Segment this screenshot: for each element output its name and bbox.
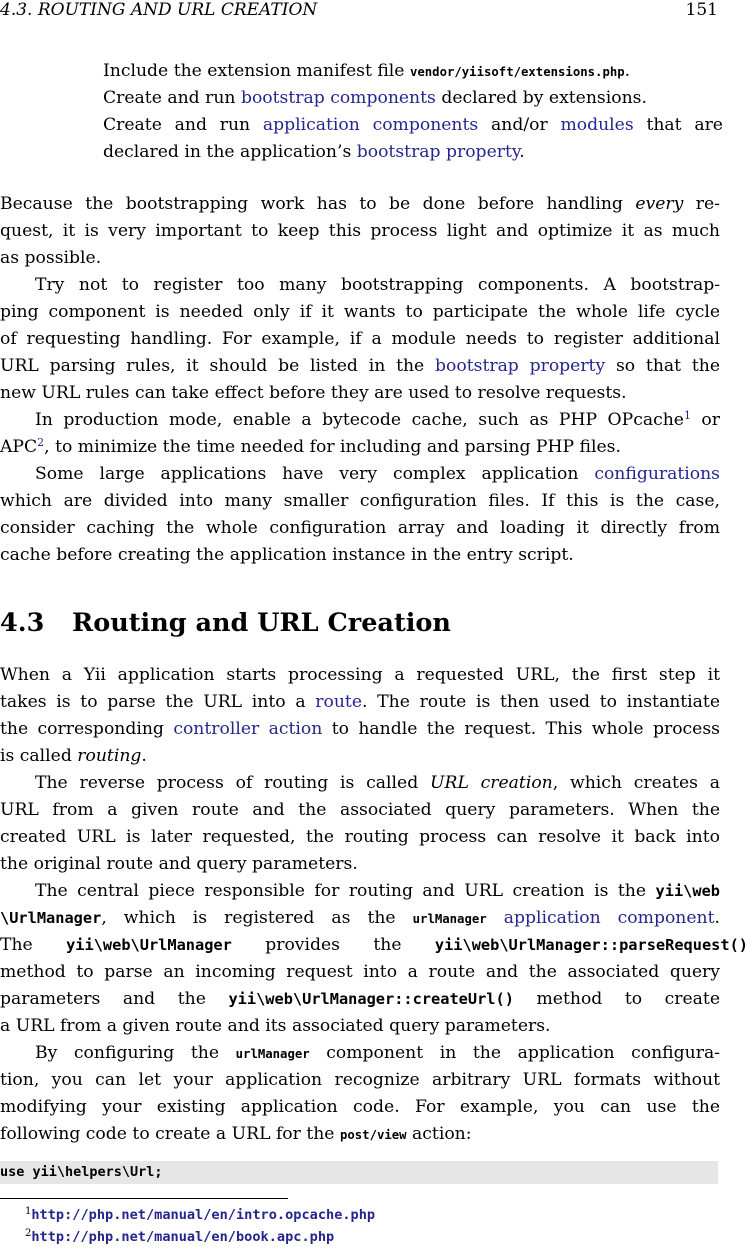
footnote-number: 2 — [25, 1228, 32, 1239]
bootstrap-property-link[interactable]: bootstrap property — [356, 142, 520, 162]
paragraph-line: quest, it is very important to keep this process light and optimize it as much — [0, 221, 720, 241]
paragraph-line: Try not to register too many bootstrapping components. A bootstrap- — [35, 275, 720, 295]
paragraph-line: method to parse an incoming request into a route and the associated query — [0, 962, 720, 982]
footnote-number: 1 — [25, 1206, 32, 1217]
footnote-rule — [0, 1198, 288, 1199]
paragraph-line: Because the bootstrapping work has to be done before handling every re- — [0, 194, 720, 214]
paragraph-line: In production mode, enable a bytecode cache, such as PHP OPcache$^1$ or — [35, 409, 721, 430]
paragraph-line: The yii\web\UrlManager provides the yii\web\UrlManager::parseRequest() — [0, 935, 748, 955]
list-item: Create and run application components and/or modules that are — [103, 115, 723, 135]
paragraph-line: \UrlManager, which is registered as the urlManager application component. — [0, 908, 720, 928]
paragraph-line: The reverse process of routing is called URL creation, which creates a — [35, 773, 721, 793]
section-title: Routing and URL Creation — [72, 608, 451, 638]
paragraph-line: cache before creating the application instance in the entry script. — [0, 545, 574, 565]
bootstrap-components-link[interactable]: bootstrap components — [240, 88, 436, 108]
paragraph-line: parameters and the yii\web\UrlManager::createUrl() method to create — [0, 989, 720, 1009]
section-number: 4.3 — [0, 608, 45, 638]
footnote-url-link[interactable]: http://php.net/manual/en/book.apc.php — [31, 1229, 335, 1245]
list-item: Include the extension manifest file vendor/yiisoft/extensions.php. — [103, 61, 631, 81]
paragraph-line: By configuring the urlManager component in the application configura- — [35, 1043, 720, 1063]
list-item: Create and run bootstrap components declared by extensions. — [103, 88, 647, 108]
paragraph-line: as possible. — [0, 248, 102, 268]
application-component-link[interactable]: application component — [503, 908, 715, 928]
paragraph-line: tion, you can let your application recognize arbitrary URL formats without — [0, 1070, 720, 1090]
inline-code: urlManager — [412, 912, 487, 926]
paragraph-line: ping component is needed only if it wants to participate the whole life cycle — [0, 302, 720, 322]
paragraph-line: APC$^2$, to minimize the time needed for including and parsing PHP files. — [0, 436, 621, 457]
inline-code: yii\web\UrlManager::parseRequest() — [434, 936, 748, 954]
running-header — [0, 0, 718, 22]
paragraph-line: created URL is later requested, the routing process can resolve it back into — [0, 827, 720, 847]
list-item-continuation: declared in the application’s bootstrap property. — [103, 142, 525, 162]
inline-code: urlManager — [235, 1047, 310, 1061]
paragraph-line: When a Yii application starts processing a requested URL, the first step it — [0, 665, 720, 685]
paragraph-line: new URL rules can take effect before they are used to resolve requests. — [0, 383, 627, 403]
inline-code: yii\web — [655, 882, 720, 900]
paragraph-line: URL parsing rules, it should be listed in the bootstrap property so that the — [0, 356, 720, 376]
paragraph-line: The central piece responsible for routing and URL creation is the yii\web — [35, 881, 720, 901]
footnote-url-link[interactable]: http://php.net/manual/en/intro.opcache.php — [31, 1207, 376, 1223]
footnote-ref-1[interactable]: 1 — [683, 409, 691, 422]
paragraph-line: the corresponding controller action to handle the request. This whole process — [0, 719, 720, 739]
footnote-1 — [25, 1204, 375, 1226]
inline-code: yii\web\UrlManager — [66, 936, 232, 954]
page-number: 151 — [685, 0, 718, 20]
paragraph-line: of requesting handling. For example, if a module needs to register additional — [0, 329, 720, 349]
paragraph-line: following code to create a URL for the post/view action: — [0, 1124, 472, 1144]
paragraph-line: consider caching the whole configuration array and loading it directly from — [0, 518, 720, 538]
bootstrap-property-link[interactable]: bootstrap property — [435, 356, 606, 376]
route-link[interactable]: route — [315, 692, 362, 712]
paragraph-line: URL from a given route and the associated query parameters. When the — [0, 800, 720, 820]
footnote-2 — [25, 1226, 334, 1248]
application-components-link[interactable]: application components — [262, 115, 479, 135]
controller-action-link[interactable]: controller action — [173, 719, 323, 739]
chapter-title: 4.3. ROUTING AND URL CREATION — [0, 0, 318, 20]
section-heading — [0, 605, 451, 641]
modules-link[interactable]: modules — [560, 115, 634, 135]
inline-code: post/view — [339, 1128, 407, 1142]
paragraph-line: which are divided into many smaller configuration files. If this is the case, — [0, 491, 720, 511]
inline-code: \UrlManager — [0, 909, 102, 927]
inline-code: yii\web\UrlManager::createUrl() — [228, 990, 514, 1008]
paragraph-line: Some large applications have very complex application configurations — [35, 464, 720, 484]
paragraph-line: takes is to parse the URL into a route. The route is then used to instantiate — [0, 692, 720, 712]
code-block: use yii\helpers\Url; — [0, 1161, 718, 1184]
configurations-link[interactable]: configurations — [594, 464, 720, 484]
paragraph-line: the original route and query parameters. — [0, 854, 358, 874]
inline-code: vendor/yiisoft/extensions.php — [409, 65, 625, 79]
footnote-ref-2[interactable]: 2 — [37, 436, 45, 449]
paragraph-line: modifying your existing application code. For example, you can use the — [0, 1097, 720, 1117]
paragraph-line: is called routing. — [0, 746, 147, 766]
paragraph-line: a URL from a given route and its associated query parameters. — [0, 1016, 551, 1036]
